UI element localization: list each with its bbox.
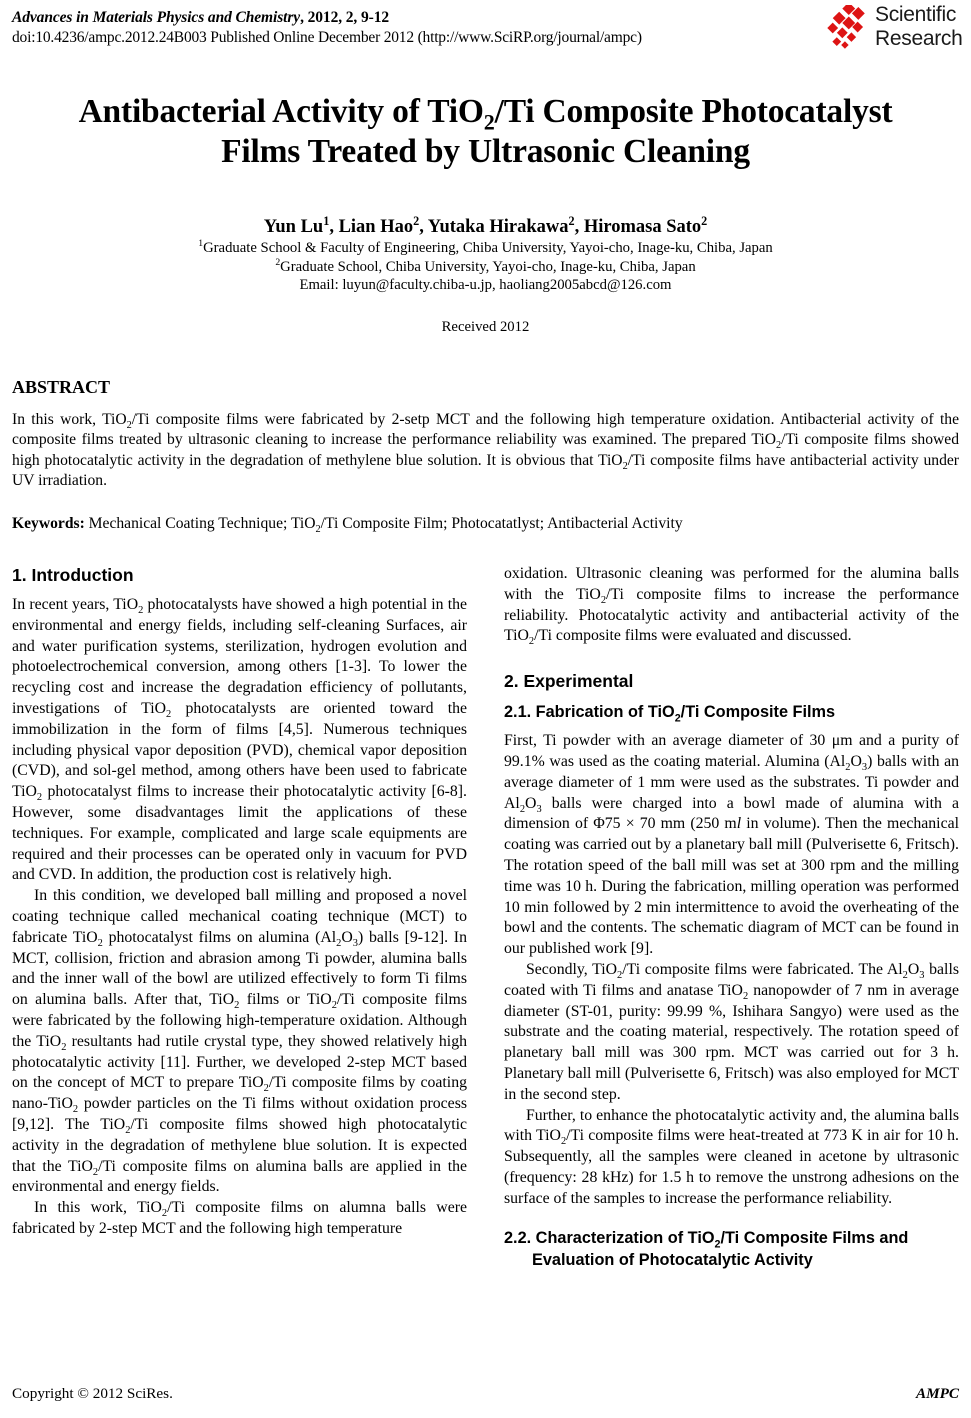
r3-part-a: Secondly, TiO	[526, 960, 618, 978]
keywords-part-a: Mechanical Coating Technique; TiO	[84, 514, 316, 532]
p2-part-i: powder particles on the Ti films without oxidation process [9,12]. The TiO	[12, 1095, 467, 1133]
p2-sub-3: 3	[352, 937, 358, 949]
title-line1-part-b: /Ti Composite Photocatalyst	[494, 93, 893, 130]
p3-part-b: /Ti composite films on alumna balls were fabricated by 2-step MCT and the following high temperature	[12, 1199, 467, 1237]
p2-sub-6: 2	[61, 1041, 67, 1053]
section-heading-experimental: 2. Experimental	[504, 671, 634, 692]
journal-abbreviation: AMPC	[915, 1385, 959, 1402]
logo-line-scientific: Scientific	[875, 3, 957, 26]
page-footer	[12, 1384, 959, 1404]
subsec22-part-b: /Ti Composite Films and	[720, 1228, 909, 1247]
subsec22-part-a: 2.2. Characterization of TiO	[504, 1228, 715, 1247]
affiliation-1-marker: 1	[198, 238, 204, 250]
affiliation-2	[12, 258, 959, 277]
r4-sub-1: 2	[560, 1136, 567, 1148]
left-column	[12, 564, 467, 1364]
p2-part-j: /Ti composite films showed high photocatalytic activity in the degradation of methylene blue solution. It is expected that the TiO	[12, 1115, 467, 1175]
title-line1-part-a: Antibacterial Activity of TiO	[78, 93, 484, 130]
p2-part-b: photocatalyst films on alumina (Al	[102, 928, 337, 946]
p1-sub-3: 2	[36, 792, 43, 804]
author-4-name: , Hiromasa Sato	[574, 217, 702, 237]
copyright-notice: Copyright © 2012 SciRes.	[12, 1385, 173, 1402]
journal-name: Advances in Materials Physics and Chemistry	[12, 9, 301, 26]
p3-part-a: In this work, TiO	[34, 1199, 162, 1217]
r2-part-d: O	[525, 794, 537, 812]
affiliation-1	[12, 239, 959, 258]
r1-part-b: /Ti composite films to increase the performance reliability. Photocatalytic activity and antibacterial activity of the TiO	[504, 585, 960, 645]
abstract-heading: ABSTRACT	[12, 376, 111, 397]
r1-sub-2: 2	[528, 636, 535, 648]
r3-part-e: nanopowder of 7 nm in average diameter (ST-01, purity: 99.99 %, Ishihara Sangyo) were used as the substrate and the coating material, respectively. The rotation speed of planetary ball mill was 300 rpm. MCT was carried out for 3 h. Planetary ball mill (Pulverisette 6, Fritsch) was also employed for MCT in the second step.	[504, 981, 959, 1103]
p2-part-f: /Ti composite films were fabricated by the following high-temperature oxidation. Although the TiO	[12, 991, 467, 1050]
p2-part-h: /Ti composite films by coating nano-TiO	[12, 1074, 467, 1113]
r3-sub-4: 2	[742, 990, 749, 1002]
right-paragraph-1	[504, 564, 959, 647]
author-2-name: , Lian Hao	[329, 217, 414, 237]
p2-sub-2: 2	[336, 937, 342, 949]
p2-sub-10: 2	[92, 1166, 99, 1178]
right-column	[504, 564, 959, 1364]
author-3-affil-marker: 2	[568, 213, 575, 228]
r2-part-b: O	[850, 752, 862, 770]
p2-part-d: ) balls [9-12]. In MCT, collision, friction and abrasion among Ti powder, alumina balls and the inner wall of the bowl are utilized effectively to form Ti films on alumina balls. After that, TiO	[12, 928, 467, 1009]
subsec22-sub: 2	[714, 1237, 721, 1250]
keywords-sub: 2	[315, 523, 321, 535]
r4-part-a: Further, to enhance the photocatalytic activity and, the alumina balls with TiO	[504, 1106, 959, 1145]
title-line1-subscript: 2	[483, 109, 495, 135]
r3-part-d: balls coated with Ti films and anatase TiO	[504, 960, 959, 999]
r2-sub-4: 3	[536, 803, 542, 815]
author-4-affil-marker: 2	[701, 213, 708, 228]
r4-part-b: /Ti composite films were heat-treated at 773 K in air for 10 h. Subsequently, all the samples were cleaned in acetone by ultrasonic (frequency: 28 kHz) for 1.5 h to remove the unstrong adhesions on the surface of the samples to increase the performance reliability.	[504, 1127, 960, 1207]
subsection-heading-2-2	[504, 1227, 959, 1271]
right-paragraph-2	[504, 731, 959, 960]
r3-sub-2: 2	[902, 970, 908, 982]
publisher-logo-text	[875, 3, 962, 50]
p1-sub-1: 2	[138, 605, 144, 617]
author-list	[12, 215, 959, 239]
p2-sub-9: 2	[125, 1125, 131, 1137]
body-columns	[12, 564, 959, 1364]
keywords-label: Keywords:	[12, 514, 85, 532]
scientific-research-diamond-logo-icon	[825, 5, 873, 51]
p1-part-d: photocatalyst films to increase their photocatalytic activity [6-8]. However, some disadvantages limit the applications of these techniques. For example, complicated and large scale equipments are required and their processes can be operated only in vacuum for PVD and CVD. In addition, the production cost is relatively high.	[12, 783, 467, 884]
r3-part-c: O	[907, 960, 920, 978]
p2-part-c: O	[341, 928, 353, 946]
r3-part-b: /Ti composite films were fabricated. The Al	[622, 960, 903, 978]
r2-sub-1: 2	[845, 762, 851, 774]
abstract-part-a: In this work, TiO	[12, 410, 127, 428]
title-line2: Films Treated by Ultrasonic Cleaning	[221, 133, 750, 170]
abstract-sub-1: 2	[126, 419, 132, 431]
abstract-body	[12, 410, 959, 492]
p1-part-b: photocatalysts have showed a high potential in the environmental and energy fields, including self-cleaning Surfaces, air and water purification systems, sterilization, hydrogen evolution and photoelectrochemical conversion, among others [1-3]. To lower the recycling cost and increase the degradation efficiency of pollutants, investigations of TiO	[12, 596, 467, 717]
paper-title	[46, 92, 926, 172]
subsection-heading-2-1	[504, 701, 959, 723]
doi-line: doi:10.4236/ampc.2012.24B003 Published Online December 2012 (http://www.SciRP.org/journal/ampc)	[12, 29, 642, 46]
author-emails: Email: luyun@faculty.chiba-u.jp, haoliang2005abcd@126.com	[299, 277, 672, 293]
affiliation-2-marker: 2	[275, 256, 281, 268]
p2-sub-8: 2	[72, 1104, 79, 1116]
r2-part-f: in volume). Then the mechanical coating was carried out by a planetary ball mill (Pulverisette 6, Fritsch). The rotation speed of the ball mill was set at 300 rpm and the milling time was 10 h. During the fabrication, milling operation was performed 10 min followed by 2 min intermittence to avoid the overheating of the bowl and the contents. The schematic diagram of MCT can be found in our published work [9].	[504, 815, 959, 958]
subsec21-sub: 2	[674, 712, 681, 725]
r2-part-c: ) balls with an average diameter of 1 mm were used as the substrates. Ti powder and Al	[504, 752, 959, 812]
author-2-affil-marker: 2	[413, 213, 420, 228]
received-date: Received 2012	[441, 318, 530, 335]
r1-part-a: oxidation. Ultrasonic cleaning was performed for the alumina balls with the TiO	[504, 565, 959, 603]
p1-part-a: In recent years, TiO	[12, 596, 139, 613]
p2-part-a: In this condition, we developed ball milling and proposed a novel coating technique called mechanical coating technique (MCT) to fabricate TiO	[12, 887, 467, 946]
p1-part-c: photocatalysts are oriented toward the immobilization in the form of films [4,5]. Numerous techniques including physical vapor deposition (PVD), chemical vapor deposition (CVD), and sol-gel method, among others have been used to fabricate TiO	[12, 699, 468, 801]
subsec21-part-a: 2.1. Fabrication of TiO	[504, 703, 675, 722]
r2-sub-2: 3	[861, 762, 868, 774]
r2-part-a: First, Ti powder with an average diameter of 30 μm and a purity of 99.1% was used as the coating material. Alumina (Al	[504, 732, 959, 770]
abstract-part-c: /Ti composite films showed high photocatalytic activity in the degradation of methylene blue solution. It is obvious that TiO	[12, 431, 959, 469]
subsec21-part-b: /Ti Composite Films	[680, 703, 836, 722]
r1-sub-1: 2	[600, 594, 607, 606]
p2-sub-7: 2	[263, 1083, 269, 1095]
intro-paragraph-3	[12, 1198, 467, 1240]
p2-part-g: resultants had rutile crystal type, they showed relatively high photocatalytic activity [11]. Further, we developed 2-step MCT based on the concept of MCT to prepare TiO	[12, 1032, 467, 1092]
publisher-logo	[825, 3, 963, 54]
p1-sub-2: 2	[166, 709, 172, 721]
affiliation-2-text: Graduate School, Chiba University, Yayoi-cho, Inage-ku, Chiba, Japan	[280, 258, 696, 275]
abstract-part-d: /Ti composite films have antibacterial activity under UV irradiation.	[12, 451, 960, 489]
abstract-part-b: /Ti composite films were fabricated by 2-setp MCT and the following high temperature oxidation. Antibacterial activity of the composite films treated by ultrasonic cleaning to increase the performance reliability was examined. The prepared TiO	[12, 410, 960, 448]
affiliation-1-text: Graduate School & Faculty of Engineering, Chiba University, Yayoi-cho, Inage-ku, Chiba, Japan	[203, 240, 773, 256]
p2-sub-5: 2	[331, 1000, 337, 1012]
abstract-sub-2: 2	[775, 440, 782, 452]
intro-paragraph-1	[12, 595, 467, 886]
p3-sub-1: 2	[161, 1208, 168, 1220]
subsec22-part-c: Evaluation of Photocatalytic Activity	[532, 1250, 813, 1269]
section-heading-introduction: 1. Introduction	[12, 565, 134, 585]
author-1-affil-marker: 1	[323, 213, 330, 228]
keywords-line	[12, 514, 959, 535]
abstract-sub-3: 2	[622, 460, 628, 472]
masthead	[12, 3, 963, 62]
author-3-name: , Yutaka Hirakawa	[419, 217, 569, 237]
r2-sub-3: 2	[519, 803, 526, 815]
right-paragraph-3	[504, 960, 959, 1106]
author-1-name: Yun Lu	[263, 217, 324, 237]
r3-sub-1: 2	[617, 970, 623, 982]
r2-italic-liter: l	[736, 815, 742, 833]
p2-sub-4: 2	[234, 1000, 240, 1012]
keywords-part-b: /Ti Composite Film; Photocatatlyst; Antibacterial Activity	[320, 514, 683, 532]
column-gutter	[467, 564, 504, 1364]
logo-line-research: Research	[875, 26, 963, 50]
right-paragraph-4	[504, 1106, 959, 1210]
r1-part-c: /Ti composite films were evaluated and discussed.	[534, 627, 852, 645]
journal-volume: , 2012, 2, 9-12	[300, 9, 389, 26]
p2-part-e: films or TiO	[239, 991, 332, 1009]
r3-sub-3: 3	[919, 970, 925, 982]
r2-part-e: balls were charged into a bowl made of alumina with a dimension of Φ75 × 70 mm (250 m	[504, 794, 959, 833]
intro-paragraph-2	[12, 886, 467, 1198]
journal-citation-line	[12, 8, 959, 28]
p2-sub-1: 2	[97, 937, 103, 949]
p2-part-k: /Ti composite films on alumina balls are applied in the environmental and energy fields.	[12, 1157, 467, 1196]
